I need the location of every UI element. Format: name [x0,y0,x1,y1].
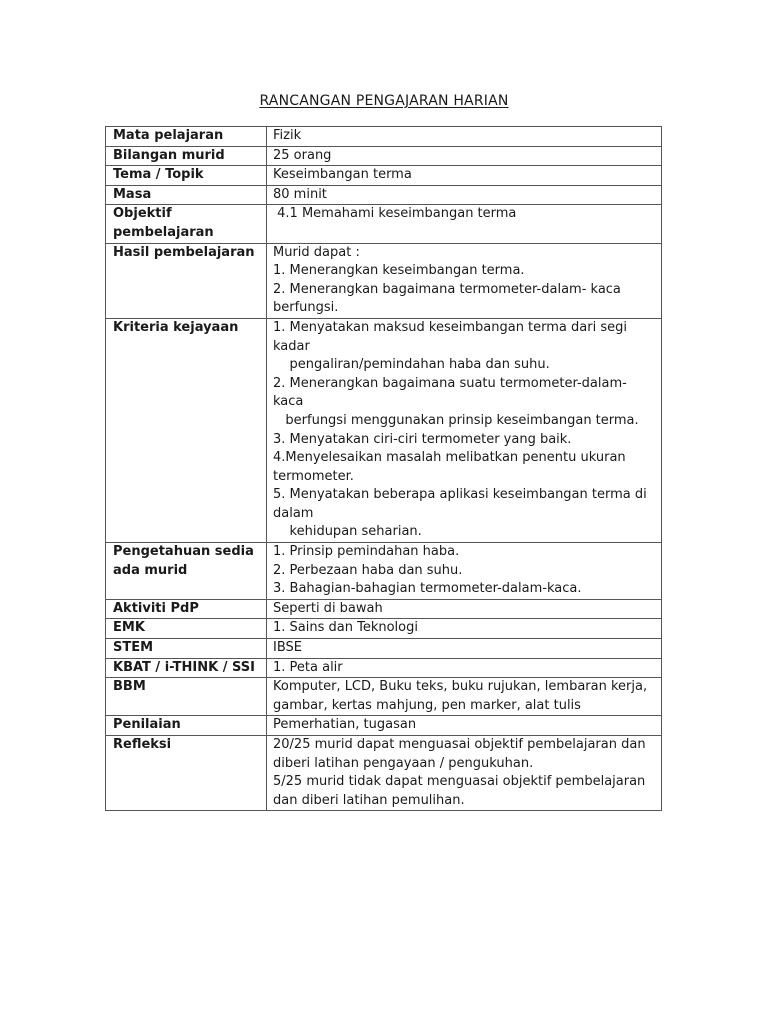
row-value [267,678,662,716]
row-label: Aktiviti PdP [106,599,267,619]
table-row [106,639,662,659]
row-value-line: 3. Menyatakan ciri-ciri termometer yang baik. [273,431,572,447]
table-row [106,166,662,186]
row-label: Kriteria kejayaan [106,318,267,542]
table-row [106,543,662,600]
row-value-line: 5. Menyatakan beberapa aplikasi keseimbangan terma di dalam [273,487,651,521]
row-value [267,716,662,736]
table-row [106,619,662,639]
lesson-plan-table [105,126,662,811]
document-title: RANCANGAN PENGAJARAN HARIAN [259,93,509,109]
row-value-line: Komputer, LCD, Buku teks, buku rujukan, lembaran kerja, gambar, kertas mahjung, pen marker, alat tulis [273,679,652,713]
row-value-line: 5/25 murid tidak dapat menguasai objektif pembelajaran dan diberi latihan pemulihan. [273,774,650,808]
row-label: Mata pelajaran [106,127,267,147]
row-value [267,658,662,678]
row-value [267,736,662,811]
row-value [267,243,662,318]
table-row [106,127,662,147]
row-value [267,166,662,186]
row-value-line: 1. Peta alir [273,659,343,675]
row-label: Masa [106,185,267,205]
row-value-line: 2. Menerangkan bagaimana suatu termometer-dalam-kaca [273,375,627,410]
lesson-plan-table-body [106,127,662,811]
table-row [106,185,662,205]
row-value-line: Pemerhatian, tugasan [273,717,417,733]
row-label: Bilangan murid [106,146,267,166]
row-value-line: 1. Menyatakan maksud keseimbangan terma dari segi kadar [273,319,632,354]
table-row [106,658,662,678]
row-value-line: Keseimbangan terma [273,167,412,183]
row-label: EMK [106,619,267,639]
row-value [267,619,662,639]
row-value [267,318,662,542]
row-label: BBM [106,678,267,716]
row-value [267,543,662,600]
row-value-line: 1. Menerangkan keseimbangan terma. [273,263,525,279]
row-value [267,146,662,166]
row-value [267,639,662,659]
row-label: Hasil pembelajaran [106,243,267,318]
row-value [267,185,662,205]
row-value [267,205,662,243]
row-label: Tema / Topik [106,166,267,186]
row-value-line: Fizik [273,128,302,143]
row-value-line: 20/25 murid dapat menguasai objektif pembelajaran dan diberi latihan pengayaan / pengukuhan. [273,737,650,771]
row-value-line: kehidupan seharian. [273,524,422,540]
row-value-line: 25 orang [273,147,332,163]
row-value-line: 4.Menyelesaikan masalah melibatkan penentu ukuran termometer. [273,450,630,484]
table-row [106,205,662,243]
table-row [106,716,662,736]
table-row [106,318,662,542]
row-value-line: Seperti di bawah [273,600,383,616]
row-value-line: 4.1 Memahami keseimbangan terma [273,206,517,222]
row-value-line: 80 minit [273,186,327,202]
table-row [106,243,662,318]
row-label: Penilaian [106,716,267,736]
row-value-line: IBSE [273,640,302,656]
row-value-line: 1. Sains dan Teknologi [273,620,418,636]
row-label: Refleksi [106,736,267,811]
table-row [106,146,662,166]
row-value-line: Murid dapat : [273,244,360,260]
row-value [267,599,662,619]
row-label: Pengetahuan sedia ada murid [106,543,267,600]
row-label: KBAT / i-THINK / SSI [106,658,267,678]
table-row [106,678,662,716]
row-value [267,127,662,147]
table-row [106,736,662,811]
row-value-line: pengaliran/pemindahan haba dan suhu. [273,357,550,373]
row-value-line: berfungsi menggunakan prinsip keseimbangan terma. [273,412,639,428]
row-value-line: 3. Bahagian-bahagian termometer-dalam-kaca. [273,581,582,597]
row-value-line: 2. Perbezaan haba dan suhu. [273,562,463,578]
table-row [106,599,662,619]
row-label: Objektif pembelajaran [106,205,267,243]
row-value-line: 2. Menerangkan bagaimana termometer-dalam- kaca berfungsi. [273,281,626,316]
row-label: STEM [106,639,267,659]
row-value-line: 1. Prinsip pemindahan haba. [273,544,460,560]
